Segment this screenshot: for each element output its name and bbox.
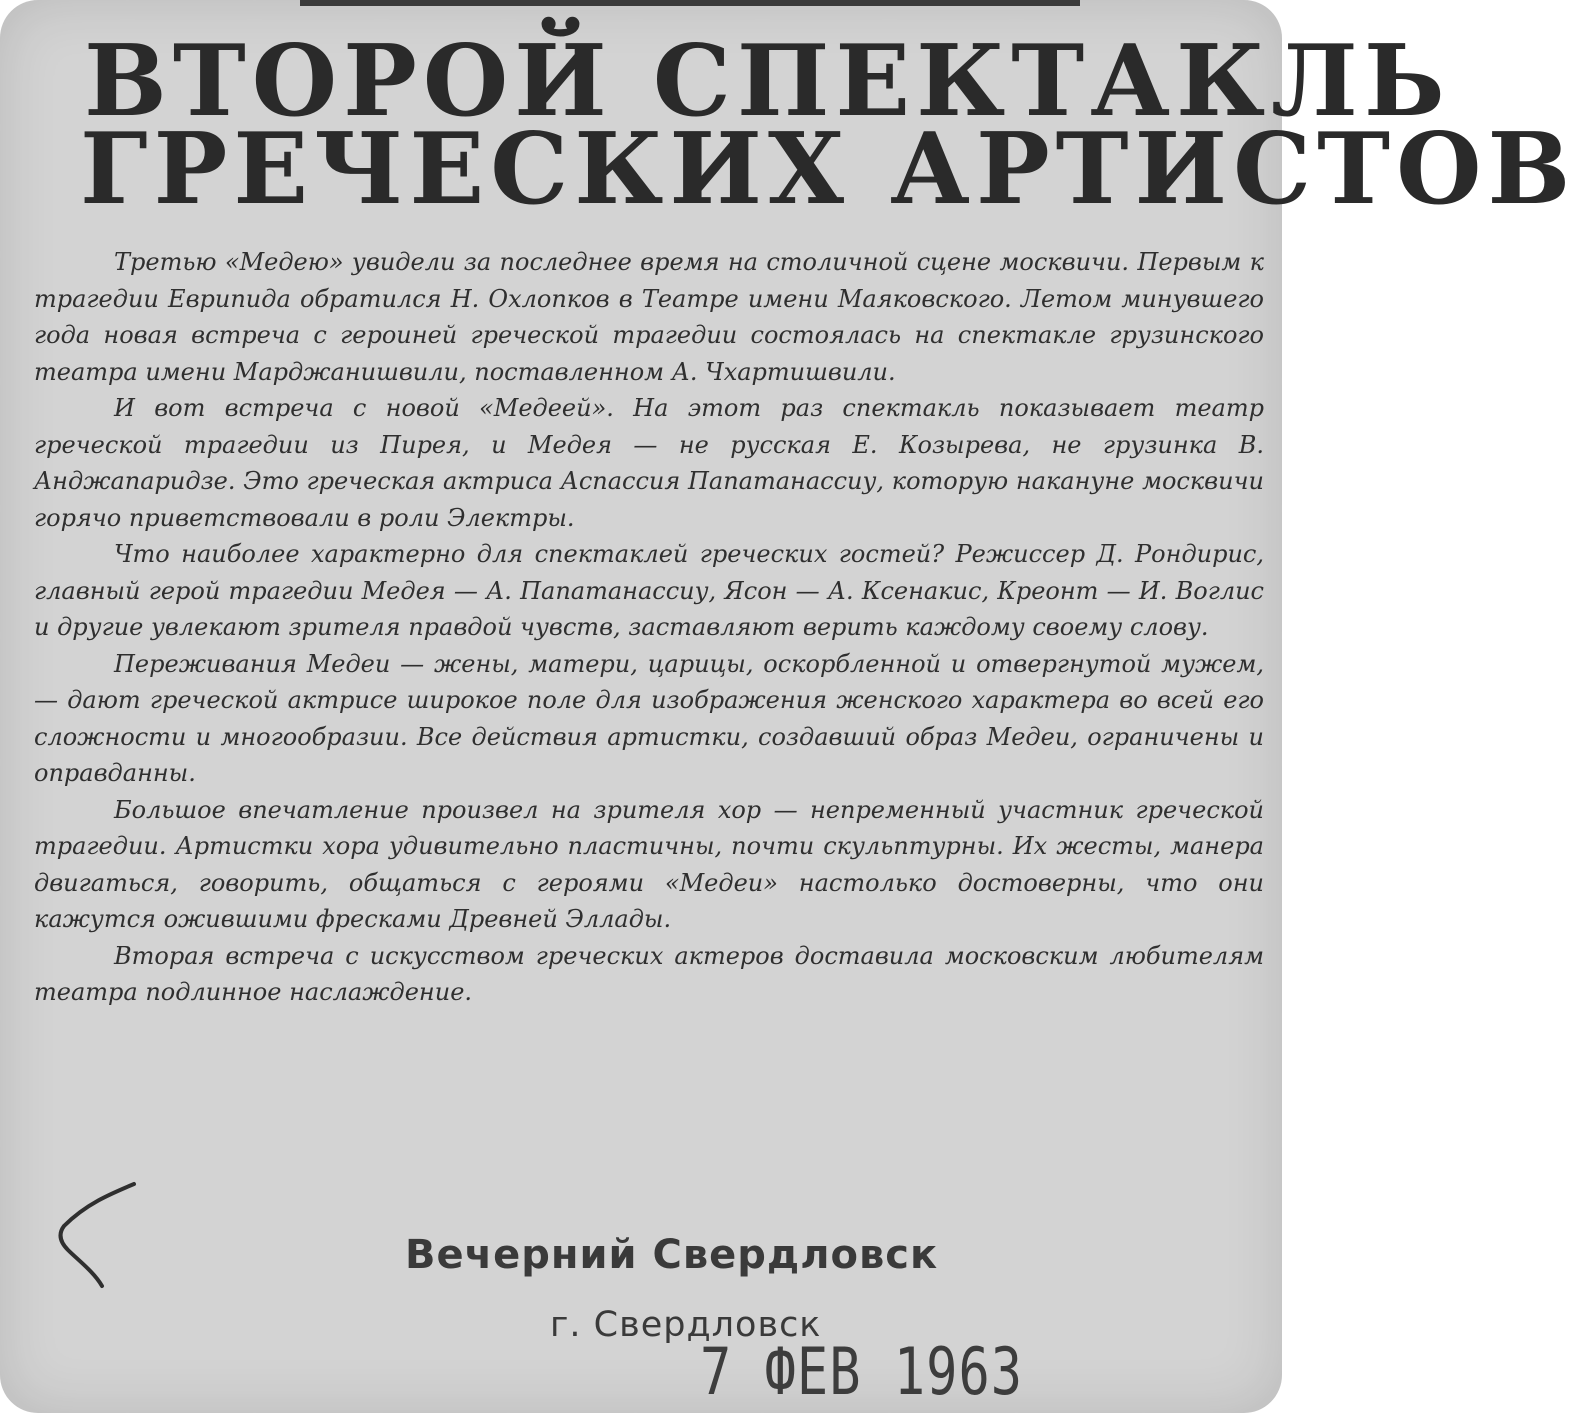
headline [60,24,1576,227]
date-stamp: 7 ФЕВ 1963 [700,1335,1024,1410]
handwritten-mark [50,1160,150,1290]
city-stamp: г. Свердловск [550,1305,822,1345]
clipping-top-edge [300,0,1080,6]
publisher-stamp: Вечерний Свердловск [405,1232,939,1278]
article-body [34,244,1264,1011]
headline-line-1: ВТОРОЙ СПЕКТАКЛЬ [84,24,1451,139]
article-paragraph: Третью «Медею» увидели за последнее время на столичной сцене москвичи. Первым к трагедии Еврипида обратился Н. Охлопков в Театре имени Маяковского. Летом минувшего года новая встреча с героиней греческой трагедии состоялась на спектакле грузинского театра имени Марджанишвили, поставленном А. Чхартишвили. [34,248,1264,386]
article-paragraph: Большое впечатление произвел на зрителя хор — непременный участник греческой трагедии. Артистки хора удивительно пластичны, почти скульптурны. Их жесты, манера двигаться, говорить, общаться с героями «Медеи» настолько достоверны, что они кажутся ожившими фресками Древней Эллады. [34,795,1264,933]
article-paragraph: Вторая встреча с искусством греческих актеров доставила московским любителям театра подлинное наслаждение. [34,941,1264,1006]
article-paragraph: И вот встреча с новой «Медеей». На этот раз спектакль показывает театр греческой трагедии из Пирея, и Медея — не русская Е. Козырева, не грузинка В. Анджапаридзе. Это греческая актриса Аспассия Папатанассиу, которую накануне москвичи горячо приветствовали в роли Электры. [34,394,1264,532]
headline-line-2: ГРЕЧЕСКИХ АРТИСТОВ [80,112,1576,227]
article-paragraph: Переживания Медеи — жены, матери, царицы, оскорбленной и отвергнутой мужем, — дают греческой актрисе широкое поле для изображения женского характера во всей его сложности и многообразии. Все действия артистки, создавший образ Медеи, ограничены и оправданны. [34,649,1264,787]
article-paragraph: Что наиболее характерно для спектаклей греческих гостей? Режиссер Д. Рондирис, главный герой трагедии Медея — А. Папатанассиу, Ясон — А. Ксенакис, Креонт — И. Воглис и другие увлекают зрителя правдой чувств, заставляют верить каждому своему слову. [34,540,1264,641]
